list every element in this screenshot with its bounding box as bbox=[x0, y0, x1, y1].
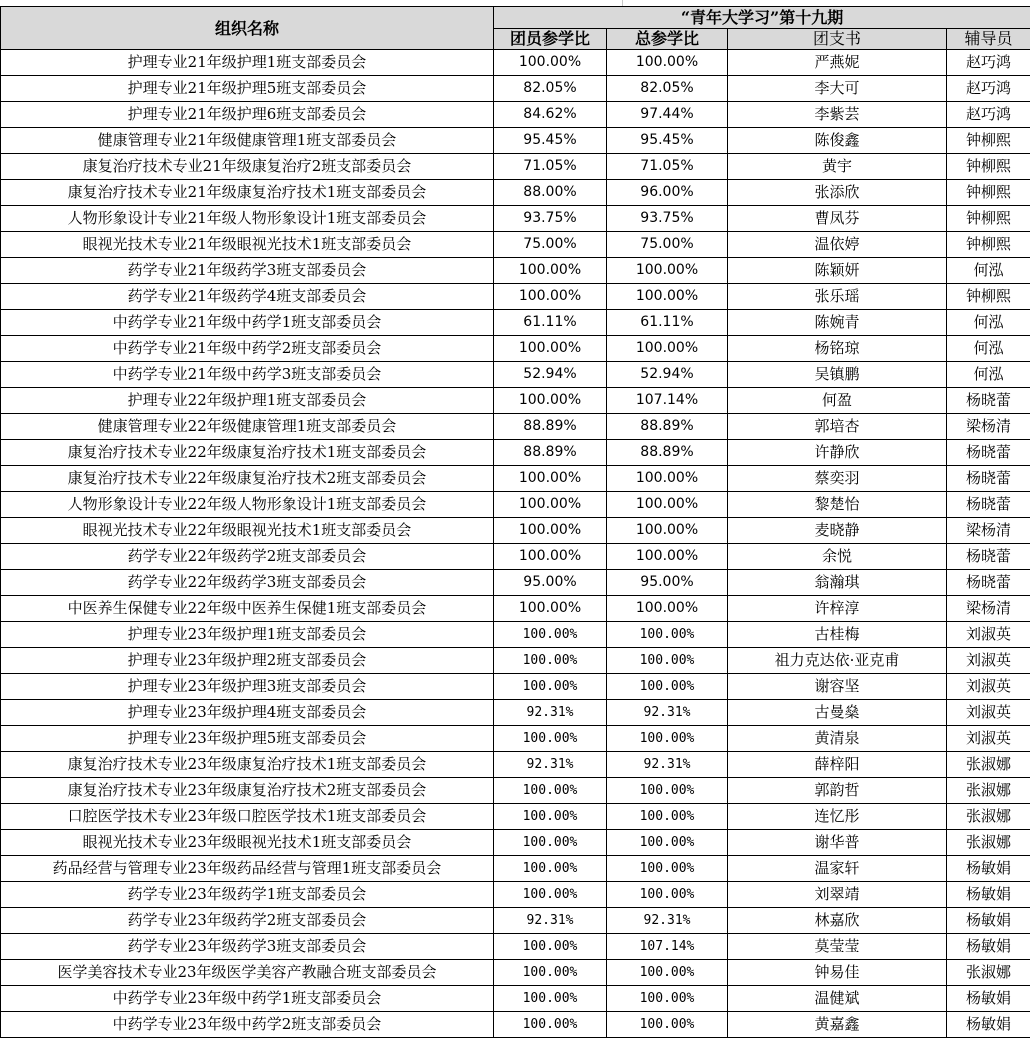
member-ratio-cell[interactable]: 100.00% bbox=[494, 596, 607, 622]
member-ratio-cell[interactable]: 100.00% bbox=[494, 674, 607, 700]
total-ratio-cell[interactable]: 100.00% bbox=[607, 674, 728, 700]
total-ratio-cell[interactable]: 100.00% bbox=[607, 50, 728, 76]
org-name-cell[interactable]: 医学美容技术专业23年级医学美容产教融合班支部委员会 bbox=[1, 960, 494, 986]
counselor-cell[interactable]: 梁杨清 bbox=[947, 596, 1030, 622]
secretary-cell[interactable]: 郭韵哲 bbox=[728, 778, 947, 804]
secretary-cell[interactable]: 黄宇 bbox=[728, 154, 947, 180]
member-ratio-cell[interactable]: 93.75% bbox=[494, 206, 607, 232]
table-row bbox=[1, 154, 1030, 180]
org-name-cell[interactable]: 护理专业21年级护理5班支部委员会 bbox=[1, 76, 494, 102]
org-name-cell[interactable]: 人物形象设计专业22年级人物形象设计1班支部委员会 bbox=[1, 492, 494, 518]
secretary-cell[interactable]: 谢华普 bbox=[728, 830, 947, 856]
table-row bbox=[1, 674, 1030, 700]
total-ratio-cell[interactable]: 95.45% bbox=[607, 128, 728, 154]
total-ratio-cell[interactable]: 100.00% bbox=[607, 544, 728, 570]
org-name-cell[interactable]: 眼视光技术专业21年级眼视光技术1班支部委员会 bbox=[1, 232, 494, 258]
table-row bbox=[1, 700, 1030, 726]
table-row bbox=[1, 102, 1030, 128]
table-row bbox=[1, 752, 1030, 778]
member-ratio-cell[interactable]: 100.00% bbox=[494, 258, 607, 284]
member-ratio-cell[interactable]: 100.00% bbox=[494, 726, 607, 752]
member-ratio-cell[interactable]: 100.00% bbox=[494, 284, 607, 310]
member-ratio-cell[interactable]: 100.00% bbox=[494, 1012, 607, 1038]
org-name-cell[interactable]: 人物形象设计专业21年级人物形象设计1班支部委员会 bbox=[1, 206, 494, 232]
member-ratio-cell[interactable]: 92.31% bbox=[494, 700, 607, 726]
counselor-cell[interactable]: 赵巧鸿 bbox=[947, 50, 1030, 76]
secretary-cell[interactable]: 李大可 bbox=[728, 76, 947, 102]
table-row bbox=[1, 388, 1030, 414]
secretary-cell[interactable]: 曹凤芬 bbox=[728, 206, 947, 232]
total-ratio-cell[interactable]: 100.00% bbox=[607, 466, 728, 492]
table-row bbox=[1, 570, 1030, 596]
table-row bbox=[1, 362, 1030, 388]
member-ratio-cell[interactable]: 71.05% bbox=[494, 154, 607, 180]
table-body bbox=[1, 50, 1030, 1038]
org-name-cell[interactable]: 药学专业22年级药学2班支部委员会 bbox=[1, 544, 494, 570]
secretary-cell[interactable]: 许静欣 bbox=[728, 440, 947, 466]
counselor-cell[interactable]: 张淑娜 bbox=[947, 778, 1030, 804]
total-ratio-header[interactable]: 总参学比 bbox=[607, 29, 728, 50]
table-row bbox=[1, 336, 1030, 362]
member-ratio-cell[interactable]: 100.00% bbox=[494, 778, 607, 804]
total-ratio-cell[interactable]: 92.31% bbox=[607, 908, 728, 934]
member-ratio-cell[interactable]: 61.11% bbox=[494, 310, 607, 336]
counselor-cell[interactable]: 刘淑英 bbox=[947, 726, 1030, 752]
table-row bbox=[1, 908, 1030, 934]
secretary-cell[interactable]: 蔡奕羽 bbox=[728, 466, 947, 492]
org-name-cell[interactable]: 眼视光技术专业22年级眼视光技术1班支部委员会 bbox=[1, 518, 494, 544]
table-row bbox=[1, 726, 1030, 752]
table-row bbox=[1, 414, 1030, 440]
table-row bbox=[1, 232, 1030, 258]
org-name-cell[interactable]: 药学专业21年级药学4班支部委员会 bbox=[1, 284, 494, 310]
counselor-cell[interactable]: 刘淑英 bbox=[947, 700, 1030, 726]
counselor-cell[interactable]: 杨敏娟 bbox=[947, 882, 1030, 908]
table-row bbox=[1, 518, 1030, 544]
org-name-cell[interactable]: 药学专业23年级药学2班支部委员会 bbox=[1, 908, 494, 934]
org-name-cell[interactable]: 中药学专业23年级中药学1班支部委员会 bbox=[1, 986, 494, 1012]
counselor-cell[interactable]: 何泓 bbox=[947, 310, 1030, 336]
org-name-cell[interactable]: 康复治疗技术专业21年级康复治疗2班支部委员会 bbox=[1, 154, 494, 180]
table-row bbox=[1, 1012, 1030, 1038]
total-ratio-cell[interactable]: 88.89% bbox=[607, 414, 728, 440]
total-ratio-cell[interactable]: 100.00% bbox=[607, 986, 728, 1012]
table-row bbox=[1, 128, 1030, 154]
table-row bbox=[1, 180, 1030, 206]
participation-table bbox=[0, 6, 1030, 1038]
secretary-cell[interactable]: 李紫芸 bbox=[728, 102, 947, 128]
member-ratio-cell[interactable]: 84.62% bbox=[494, 102, 607, 128]
total-ratio-cell[interactable]: 100.00% bbox=[607, 622, 728, 648]
org-name-cell[interactable]: 护理专业23年级护理5班支部委员会 bbox=[1, 726, 494, 752]
counselor-cell[interactable]: 刘淑英 bbox=[947, 674, 1030, 700]
total-ratio-cell[interactable]: 82.05% bbox=[607, 76, 728, 102]
table-row bbox=[1, 986, 1030, 1012]
counselor-cell[interactable]: 杨敏娟 bbox=[947, 934, 1030, 960]
org-name-cell[interactable]: 康复治疗技术专业23年级康复治疗技术2班支部委员会 bbox=[1, 778, 494, 804]
counselor-cell[interactable]: 杨敏娟 bbox=[947, 1012, 1030, 1038]
member-ratio-cell[interactable]: 100.00% bbox=[494, 882, 607, 908]
total-ratio-cell[interactable]: 97.44% bbox=[607, 102, 728, 128]
table-row bbox=[1, 50, 1030, 76]
secretary-cell[interactable]: 谢容坚 bbox=[728, 674, 947, 700]
total-ratio-cell[interactable]: 100.00% bbox=[607, 648, 728, 674]
counselor-cell[interactable]: 张淑娜 bbox=[947, 804, 1030, 830]
org-name-cell[interactable]: 中药学专业21年级中药学1班支部委员会 bbox=[1, 310, 494, 336]
member-ratio-cell[interactable]: 100.00% bbox=[494, 544, 607, 570]
secretary-cell[interactable]: 张添欣 bbox=[728, 180, 947, 206]
secretary-cell[interactable]: 翁瀚琪 bbox=[728, 570, 947, 596]
total-ratio-cell[interactable]: 93.75% bbox=[607, 206, 728, 232]
member-ratio-cell[interactable]: 88.00% bbox=[494, 180, 607, 206]
secretary-cell[interactable]: 余悦 bbox=[728, 544, 947, 570]
table-row bbox=[1, 596, 1030, 622]
total-ratio-cell[interactable]: 92.31% bbox=[607, 700, 728, 726]
member-ratio-cell[interactable]: 52.94% bbox=[494, 362, 607, 388]
table-row bbox=[1, 258, 1030, 284]
org-name-cell[interactable]: 药学专业21年级药学3班支部委员会 bbox=[1, 258, 494, 284]
secretary-cell[interactable]: 陈婉青 bbox=[728, 310, 947, 336]
org-name-cell[interactable]: 康复治疗技术专业22年级康复治疗技术2班支部委员会 bbox=[1, 466, 494, 492]
org-name-cell[interactable]: 护理专业23年级护理1班支部委员会 bbox=[1, 622, 494, 648]
secretary-cell[interactable]: 麦晓静 bbox=[728, 518, 947, 544]
member-ratio-cell[interactable]: 100.00% bbox=[494, 466, 607, 492]
counselor-cell[interactable]: 杨晓蕾 bbox=[947, 388, 1030, 414]
total-ratio-cell[interactable]: 100.00% bbox=[607, 960, 728, 986]
org-name-cell[interactable]: 眼视光技术专业23年级眼视光技术1班支部委员会 bbox=[1, 830, 494, 856]
member-ratio-cell[interactable]: 100.00% bbox=[494, 50, 607, 76]
total-ratio-cell[interactable]: 100.00% bbox=[607, 284, 728, 310]
total-ratio-cell[interactable]: 100.00% bbox=[607, 804, 728, 830]
table-row bbox=[1, 492, 1030, 518]
secretary-cell[interactable]: 古桂梅 bbox=[728, 622, 947, 648]
org-name-cell[interactable]: 药学专业23年级药学1班支部委员会 bbox=[1, 882, 494, 908]
member-ratio-cell[interactable]: 100.00% bbox=[494, 648, 607, 674]
secretary-header[interactable]: 团支书 bbox=[728, 29, 947, 50]
secretary-cell[interactable]: 钟易佳 bbox=[728, 960, 947, 986]
org-name-cell[interactable]: 康复治疗技术专业22年级康复治疗技术1班支部委员会 bbox=[1, 440, 494, 466]
total-ratio-cell[interactable]: 100.00% bbox=[607, 336, 728, 362]
org-name-cell[interactable]: 中药学专业21年级中药学2班支部委员会 bbox=[1, 336, 494, 362]
table-row bbox=[1, 284, 1030, 310]
org-name-cell[interactable]: 中药学专业23年级中药学2班支部委员会 bbox=[1, 1012, 494, 1038]
counselor-cell[interactable]: 杨敏娟 bbox=[947, 856, 1030, 882]
org-name-cell[interactable]: 护理专业21年级护理1班支部委员会 bbox=[1, 50, 494, 76]
member-ratio-cell[interactable]: 95.45% bbox=[494, 128, 607, 154]
table-row bbox=[1, 804, 1030, 830]
table-row bbox=[1, 76, 1030, 102]
org-name-cell[interactable]: 护理专业22年级护理1班支部委员会 bbox=[1, 388, 494, 414]
total-ratio-cell[interactable]: 100.00% bbox=[607, 492, 728, 518]
table-row bbox=[1, 622, 1030, 648]
member-ratio-cell[interactable]: 100.00% bbox=[494, 830, 607, 856]
member-ratio-cell[interactable]: 100.00% bbox=[494, 388, 607, 414]
secretary-cell[interactable]: 何盈 bbox=[728, 388, 947, 414]
secretary-cell[interactable]: 莫莹莹 bbox=[728, 934, 947, 960]
table-row bbox=[1, 882, 1030, 908]
table-row bbox=[1, 544, 1030, 570]
member-ratio-header[interactable]: 团员参学比 bbox=[494, 29, 607, 50]
counselor-cell[interactable]: 何泓 bbox=[947, 362, 1030, 388]
table-row bbox=[1, 778, 1030, 804]
secretary-cell[interactable]: 温家轩 bbox=[728, 856, 947, 882]
org-name-cell[interactable]: 口腔医学技术专业23年级口腔医学技术1班支部委员会 bbox=[1, 804, 494, 830]
member-ratio-cell[interactable]: 100.00% bbox=[494, 622, 607, 648]
secretary-cell[interactable]: 林嘉欣 bbox=[728, 908, 947, 934]
org-name-cell[interactable]: 护理专业23年级护理4班支部委员会 bbox=[1, 700, 494, 726]
total-ratio-cell[interactable]: 100.00% bbox=[607, 882, 728, 908]
secretary-cell[interactable]: 黄清泉 bbox=[728, 726, 947, 752]
counselor-cell[interactable]: 杨晓蕾 bbox=[947, 570, 1030, 596]
secretary-cell[interactable]: 陈颖妍 bbox=[728, 258, 947, 284]
total-ratio-cell[interactable]: 71.05% bbox=[607, 154, 728, 180]
org-name-cell[interactable]: 药学专业23年级药学3班支部委员会 bbox=[1, 934, 494, 960]
member-ratio-cell[interactable]: 100.00% bbox=[494, 934, 607, 960]
header-row-1 bbox=[1, 7, 1030, 29]
total-ratio-cell[interactable]: 100.00% bbox=[607, 518, 728, 544]
member-ratio-cell[interactable]: 100.00% bbox=[494, 804, 607, 830]
total-ratio-cell[interactable]: 52.94% bbox=[607, 362, 728, 388]
counselor-cell[interactable]: 杨敏娟 bbox=[947, 986, 1030, 1012]
org-name-cell[interactable]: 健康管理专业21年级健康管理1班支部委员会 bbox=[1, 128, 494, 154]
member-ratio-cell[interactable]: 100.00% bbox=[494, 492, 607, 518]
member-ratio-cell[interactable]: 95.00% bbox=[494, 570, 607, 596]
total-ratio-cell[interactable]: 96.00% bbox=[607, 180, 728, 206]
total-ratio-cell[interactable]: 100.00% bbox=[607, 258, 728, 284]
total-ratio-cell[interactable]: 100.00% bbox=[607, 1012, 728, 1038]
table-row bbox=[1, 440, 1030, 466]
counselor-cell[interactable]: 钟柳熙 bbox=[947, 128, 1030, 154]
member-ratio-cell[interactable]: 100.00% bbox=[494, 336, 607, 362]
counselor-cell[interactable]: 杨晓蕾 bbox=[947, 544, 1030, 570]
member-ratio-cell[interactable]: 100.00% bbox=[494, 518, 607, 544]
table-row bbox=[1, 830, 1030, 856]
secretary-cell[interactable]: 吴镇鹏 bbox=[728, 362, 947, 388]
secretary-cell[interactable]: 古曼燊 bbox=[728, 700, 947, 726]
secretary-cell[interactable]: 祖力克达依·亚克甫 bbox=[728, 648, 947, 674]
total-ratio-cell[interactable]: 100.00% bbox=[607, 596, 728, 622]
counselor-cell[interactable]: 赵巧鸿 bbox=[947, 76, 1030, 102]
table-row bbox=[1, 466, 1030, 492]
table-row bbox=[1, 206, 1030, 232]
table-row bbox=[1, 856, 1030, 882]
table-row bbox=[1, 934, 1030, 960]
member-ratio-cell[interactable]: 92.31% bbox=[494, 908, 607, 934]
member-ratio-cell[interactable]: 82.05% bbox=[494, 76, 607, 102]
member-ratio-cell[interactable]: 88.89% bbox=[494, 440, 607, 466]
secretary-cell[interactable]: 严燕妮 bbox=[728, 50, 947, 76]
total-ratio-cell[interactable]: 61.11% bbox=[607, 310, 728, 336]
counselor-cell[interactable]: 杨晓蕾 bbox=[947, 440, 1030, 466]
counselor-cell[interactable]: 杨晓蕾 bbox=[947, 466, 1030, 492]
period-title-header[interactable]: “青年大学习”第十九期 bbox=[494, 7, 1030, 29]
secretary-cell[interactable]: 张乐瑶 bbox=[728, 284, 947, 310]
org-name-cell[interactable]: 健康管理专业22年级健康管理1班支部委员会 bbox=[1, 414, 494, 440]
table-row bbox=[1, 960, 1030, 986]
total-ratio-cell[interactable]: 100.00% bbox=[607, 830, 728, 856]
org-name-cell[interactable]: 中药学专业21年级中药学3班支部委员会 bbox=[1, 362, 494, 388]
org-name-cell[interactable]: 护理专业21年级护理6班支部委员会 bbox=[1, 102, 494, 128]
org-name-cell[interactable]: 护理专业23年级护理3班支部委员会 bbox=[1, 674, 494, 700]
counselor-cell[interactable]: 钟柳熙 bbox=[947, 154, 1030, 180]
secretary-cell[interactable]: 陈俊鑫 bbox=[728, 128, 947, 154]
counselor-cell[interactable]: 钟柳熙 bbox=[947, 206, 1030, 232]
total-ratio-cell[interactable]: 88.89% bbox=[607, 440, 728, 466]
member-ratio-cell[interactable]: 88.89% bbox=[494, 414, 607, 440]
secretary-cell[interactable]: 郭培杏 bbox=[728, 414, 947, 440]
secretary-cell[interactable]: 许梓淳 bbox=[728, 596, 947, 622]
org-name-cell[interactable]: 药学专业22年级药学3班支部委员会 bbox=[1, 570, 494, 596]
org-name-cell[interactable]: 中医养生保健专业22年级中医养生保健1班支部委员会 bbox=[1, 596, 494, 622]
total-ratio-cell[interactable]: 75.00% bbox=[607, 232, 728, 258]
counselor-cell[interactable]: 杨晓蕾 bbox=[947, 492, 1030, 518]
secretary-cell[interactable]: 薛梓阳 bbox=[728, 752, 947, 778]
member-ratio-cell[interactable]: 100.00% bbox=[494, 856, 607, 882]
secretary-cell[interactable]: 黎楚怡 bbox=[728, 492, 947, 518]
org-name-header[interactable]: 组织名称 bbox=[1, 7, 494, 50]
counselor-cell[interactable]: 梁杨清 bbox=[947, 518, 1030, 544]
counselor-cell[interactable]: 何泓 bbox=[947, 258, 1030, 284]
member-ratio-cell[interactable]: 92.31% bbox=[494, 752, 607, 778]
counselor-cell[interactable]: 张淑娜 bbox=[947, 830, 1030, 856]
table-row bbox=[1, 310, 1030, 336]
total-ratio-cell[interactable]: 100.00% bbox=[607, 726, 728, 752]
total-ratio-cell[interactable]: 92.31% bbox=[607, 752, 728, 778]
counselor-cell[interactable]: 钟柳熙 bbox=[947, 232, 1030, 258]
secretary-cell[interactable]: 杨铭琼 bbox=[728, 336, 947, 362]
secretary-cell[interactable]: 刘翠靖 bbox=[728, 882, 947, 908]
member-ratio-cell[interactable]: 100.00% bbox=[494, 960, 607, 986]
counselor-cell[interactable]: 杨敏娟 bbox=[947, 908, 1030, 934]
counselor-cell[interactable]: 刘淑英 bbox=[947, 648, 1030, 674]
total-ratio-cell[interactable]: 107.14% bbox=[607, 934, 728, 960]
counselor-header[interactable]: 辅导员 bbox=[947, 29, 1030, 50]
secretary-cell[interactable]: 温健斌 bbox=[728, 986, 947, 1012]
total-ratio-cell[interactable]: 100.00% bbox=[607, 778, 728, 804]
org-name-cell[interactable]: 康复治疗技术专业21年级康复治疗技术1班支部委员会 bbox=[1, 180, 494, 206]
org-name-cell[interactable]: 药品经营与管理专业23年级药品经营与管理1班支部委员会 bbox=[1, 856, 494, 882]
counselor-cell[interactable]: 钟柳熙 bbox=[947, 284, 1030, 310]
counselor-cell[interactable]: 何泓 bbox=[947, 336, 1030, 362]
org-name-cell[interactable]: 护理专业23年级护理2班支部委员会 bbox=[1, 648, 494, 674]
counselor-cell[interactable]: 刘淑英 bbox=[947, 622, 1030, 648]
counselor-cell[interactable]: 张淑娜 bbox=[947, 960, 1030, 986]
table-row bbox=[1, 648, 1030, 674]
counselor-cell[interactable]: 钟柳熙 bbox=[947, 180, 1030, 206]
member-ratio-cell[interactable]: 75.00% bbox=[494, 232, 607, 258]
secretary-cell[interactable]: 连忆彤 bbox=[728, 804, 947, 830]
counselor-cell[interactable]: 张淑娜 bbox=[947, 752, 1030, 778]
counselor-cell[interactable]: 赵巧鸿 bbox=[947, 102, 1030, 128]
total-ratio-cell[interactable]: 95.00% bbox=[607, 570, 728, 596]
member-ratio-cell[interactable]: 100.00% bbox=[494, 986, 607, 1012]
total-ratio-cell[interactable]: 100.00% bbox=[607, 856, 728, 882]
secretary-cell[interactable]: 黄嘉鑫 bbox=[728, 1012, 947, 1038]
counselor-cell[interactable]: 梁杨清 bbox=[947, 414, 1030, 440]
secretary-cell[interactable]: 温依婷 bbox=[728, 232, 947, 258]
total-ratio-cell[interactable]: 107.14% bbox=[607, 388, 728, 414]
org-name-cell[interactable]: 康复治疗技术专业23年级康复治疗技术1班支部委员会 bbox=[1, 752, 494, 778]
